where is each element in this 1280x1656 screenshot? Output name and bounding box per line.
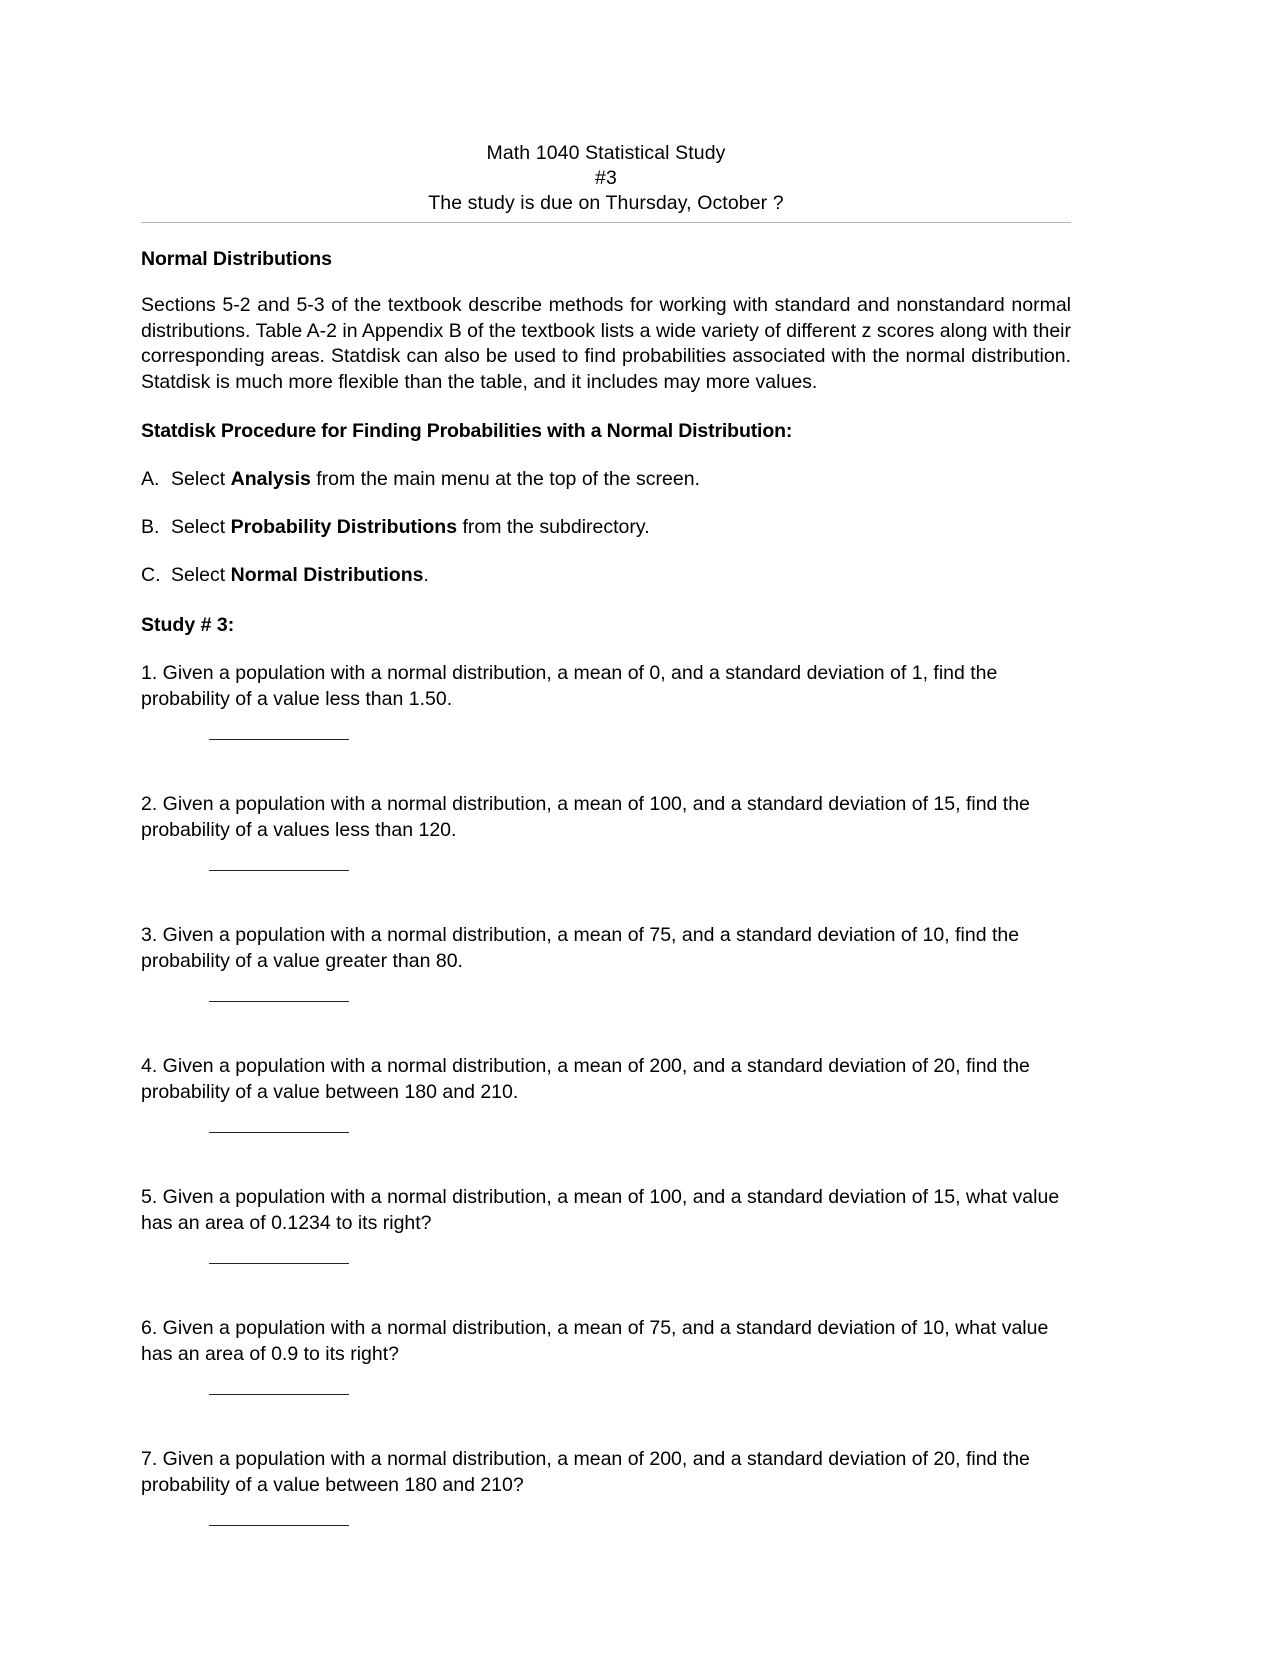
step-b-post: from the subdirectory.: [457, 516, 650, 538]
question-text: 1. Given a population with a normal distribution, a mean of 0, and a standard deviation of 1, find the probability of a value less than 1.50.: [141, 662, 998, 710]
answer-blank-6[interactable]: [209, 1394, 349, 1395]
question-item-4: [141, 1054, 1071, 1162]
section-title: Normal Distributions: [141, 248, 332, 270]
question-item-7: [141, 1447, 1071, 1555]
step-a-post: from the main menu at the top of the screen.: [310, 468, 700, 490]
question-item-3: [141, 923, 1071, 1031]
answer-blank-wrapper: [141, 870, 1071, 900]
step-a-pre: Select: [171, 468, 231, 490]
answer-blank-5[interactable]: [209, 1263, 349, 1264]
answer-blank-wrapper: [141, 1263, 1071, 1293]
step-c-post: .: [423, 564, 429, 586]
procedure-step-a: [141, 467, 1071, 492]
answer-blank-wrapper: [141, 1394, 1071, 1424]
document-content: [141, 0, 1071, 1555]
question-text: 2. Given a population with a normal distribution, a mean of 100, and a standard deviation of 15, find the probability of a values less than 120.: [141, 793, 1030, 841]
procedure-title: Statdisk Procedure for Finding Probabilities with a Normal Distribution:: [141, 420, 793, 442]
answer-blank-wrapper: [141, 1525, 1071, 1555]
answer-blank-wrapper: [141, 1132, 1071, 1162]
procedure-step-list: [141, 467, 1071, 588]
header-divider: [141, 222, 1071, 223]
answer-blank-7[interactable]: [209, 1525, 349, 1526]
procedure-step-c: [141, 563, 1071, 588]
answer-blank-1[interactable]: [209, 739, 349, 740]
question-item-2: [141, 792, 1071, 900]
step-letter-a: A.: [141, 468, 160, 490]
answer-blank-4[interactable]: [209, 1132, 349, 1133]
question-item-1: [141, 661, 1071, 769]
question-item-6: [141, 1316, 1071, 1424]
header-study-number: #3: [595, 167, 617, 189]
step-a-bold-term: Analysis: [230, 468, 311, 490]
question-item-5: [141, 1185, 1071, 1293]
header-title-line: Math 1040 Statistical Study: [486, 142, 726, 164]
answer-blank-2[interactable]: [209, 870, 349, 871]
step-b-pre: Select: [171, 516, 231, 538]
answer-blank-wrapper: [141, 1001, 1071, 1031]
step-c-pre: Select: [171, 564, 231, 586]
step-letter-b: B.: [141, 516, 160, 538]
question-text: 5. Given a population with a normal distribution, a mean of 100, and a standard deviation of 15, what value has an area of 0.1234 to its right?: [141, 1186, 1060, 1234]
step-c-bold-term: Normal Distributions: [230, 564, 424, 586]
intro-paragraph: Sections 5-2 and 5-3 of the textbook describe methods for working with standard and nonstandard normal distributions. Table A-2 in Appendix B of the textbook lists a wide variety of different z scores along with their corresponding areas. Statdisk can also be used to find probabilities associated with the normal distribution. Statdisk is much more flexible than the table, and it includes may more values.: [141, 294, 1071, 393]
question-text: 3. Given a population with a normal distribution, a mean of 75, and a standard deviation of 10, find the probability of a value greater than 80.: [141, 924, 1020, 972]
study-title: Study # 3:: [141, 614, 235, 636]
answer-blank-3[interactable]: [209, 1001, 349, 1002]
question-text: 6. Given a population with a normal distribution, a mean of 75, and a standard deviation of 10, what value has an area of 0.9 to its right?: [141, 1317, 1049, 1365]
question-text: 7. Given a population with a normal distribution, a mean of 200, and a standard deviation of 20, find the probability of a value between 180 and 210?: [141, 1448, 1030, 1496]
answer-blank-wrapper: [141, 739, 1071, 769]
procedure-step-b: [141, 515, 1071, 540]
header-due-date: The study is due on Thursday, October ?: [428, 192, 784, 214]
step-b-bold-term: Probability Distributions: [230, 516, 458, 538]
document-header: [141, 0, 1071, 216]
step-letter-c: C.: [141, 564, 161, 586]
question-text: 4. Given a population with a normal distribution, a mean of 200, and a standard deviation of 20, find the probability of a value between 180 and 210.: [141, 1055, 1030, 1103]
